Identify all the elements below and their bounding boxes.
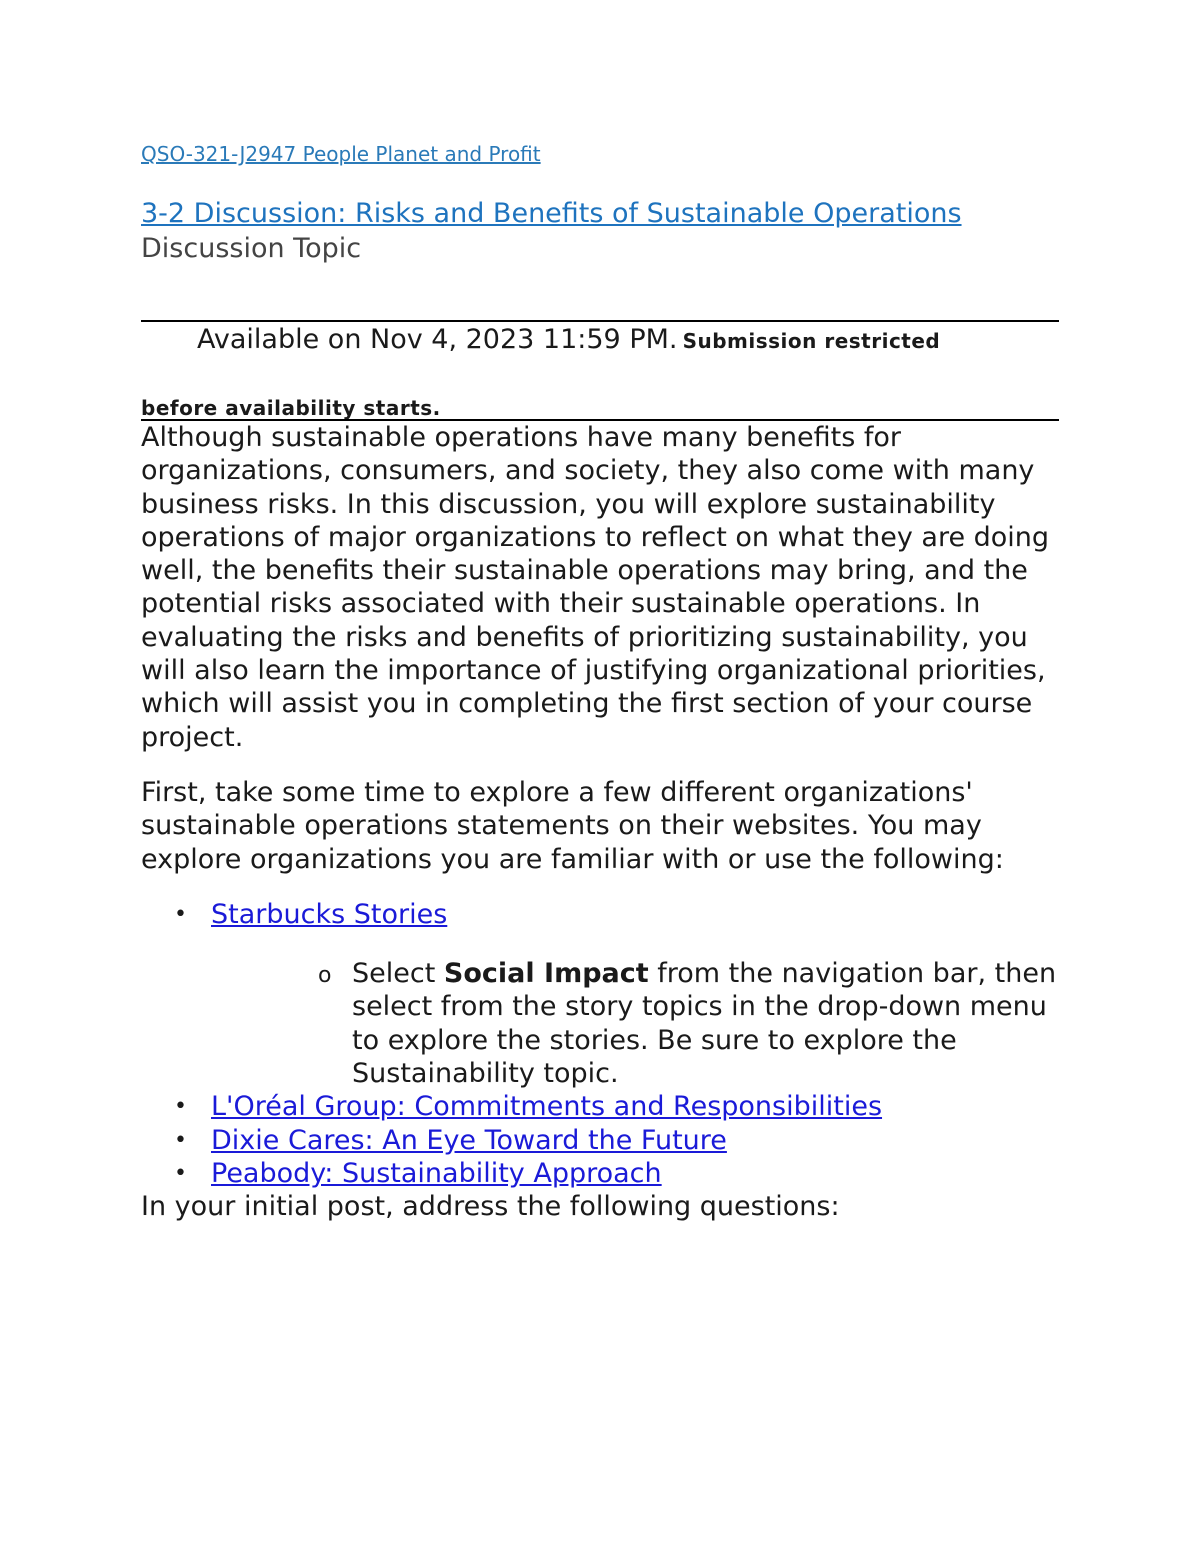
availability-restriction: Submission restricted bbox=[682, 329, 941, 353]
list-item bbox=[141, 1124, 1059, 1157]
availability-notice bbox=[197, 324, 940, 355]
loreal-link[interactable]: L'Oréal Group: Commitments and Responsibilities bbox=[211, 1091, 883, 1123]
bullet-icon: • bbox=[174, 1160, 187, 1186]
circle-bullet-icon: o bbox=[318, 963, 332, 989]
resource-links-list bbox=[141, 898, 1059, 1190]
closing-paragraph: In your initial post, address the following questions: bbox=[141, 1191, 840, 1223]
availability-restriction-continued: before availability starts. bbox=[141, 396, 441, 420]
peabody-link[interactable]: Peabody: Sustainability Approach bbox=[211, 1157, 662, 1189]
sub-list-item bbox=[211, 957, 1059, 1090]
starbucks-stories-link[interactable]: Starbucks Stories bbox=[211, 898, 448, 930]
availability-date: Available on Nov 4, 2023 11:59 PM. bbox=[197, 324, 678, 355]
course-breadcrumb-link[interactable]: QSO-321-J2947 People Planet and Profit bbox=[141, 142, 541, 166]
bullet-icon: • bbox=[174, 1094, 187, 1120]
sub-note-after: from the navigation bar, then select from the story topics in the drop-down menu to explore the stories. Be sure to explore the Sustainability topic. bbox=[352, 958, 1057, 1090]
discussion-body bbox=[141, 421, 1059, 1246]
intro-paragraph: Although sustainable operations have many benefits for organizations, consumers, and society, they also come with many business risks. In this discussion, you will explore sustainability operations of major organizations to reflect on what they are doing well, the benefits their sustainable operations may bring, and the potential risks associated with their sustainable operations. In evaluating the risks and benefits of prioritizing sustainability, you will also learn the importance of justifying organizational priorities, which will assist you in completing the first section of your course project. bbox=[141, 422, 1050, 753]
social-impact-label: Social Impact bbox=[443, 958, 649, 990]
availability-top-rule bbox=[141, 320, 1059, 322]
page-subtitle: Discussion Topic bbox=[141, 233, 362, 264]
sub-note-before: Select bbox=[352, 958, 444, 990]
list-item bbox=[141, 1157, 1059, 1190]
list-item bbox=[141, 898, 1059, 1090]
discussion-title-link[interactable]: 3-2 Discussion: Risks and Benefits of Sustainable Operations bbox=[141, 198, 962, 229]
bullet-icon: • bbox=[174, 901, 187, 927]
dixie-cares-link[interactable]: Dixie Cares: An Eye Toward the Future bbox=[211, 1124, 727, 1156]
list-item bbox=[141, 1090, 1059, 1123]
explore-paragraph: First, take some time to explore a few different organizations' sustainable operations statements on their websites. You may explore organizations you are familiar with or use the following: bbox=[141, 776, 1004, 875]
bullet-icon: • bbox=[174, 1127, 187, 1153]
